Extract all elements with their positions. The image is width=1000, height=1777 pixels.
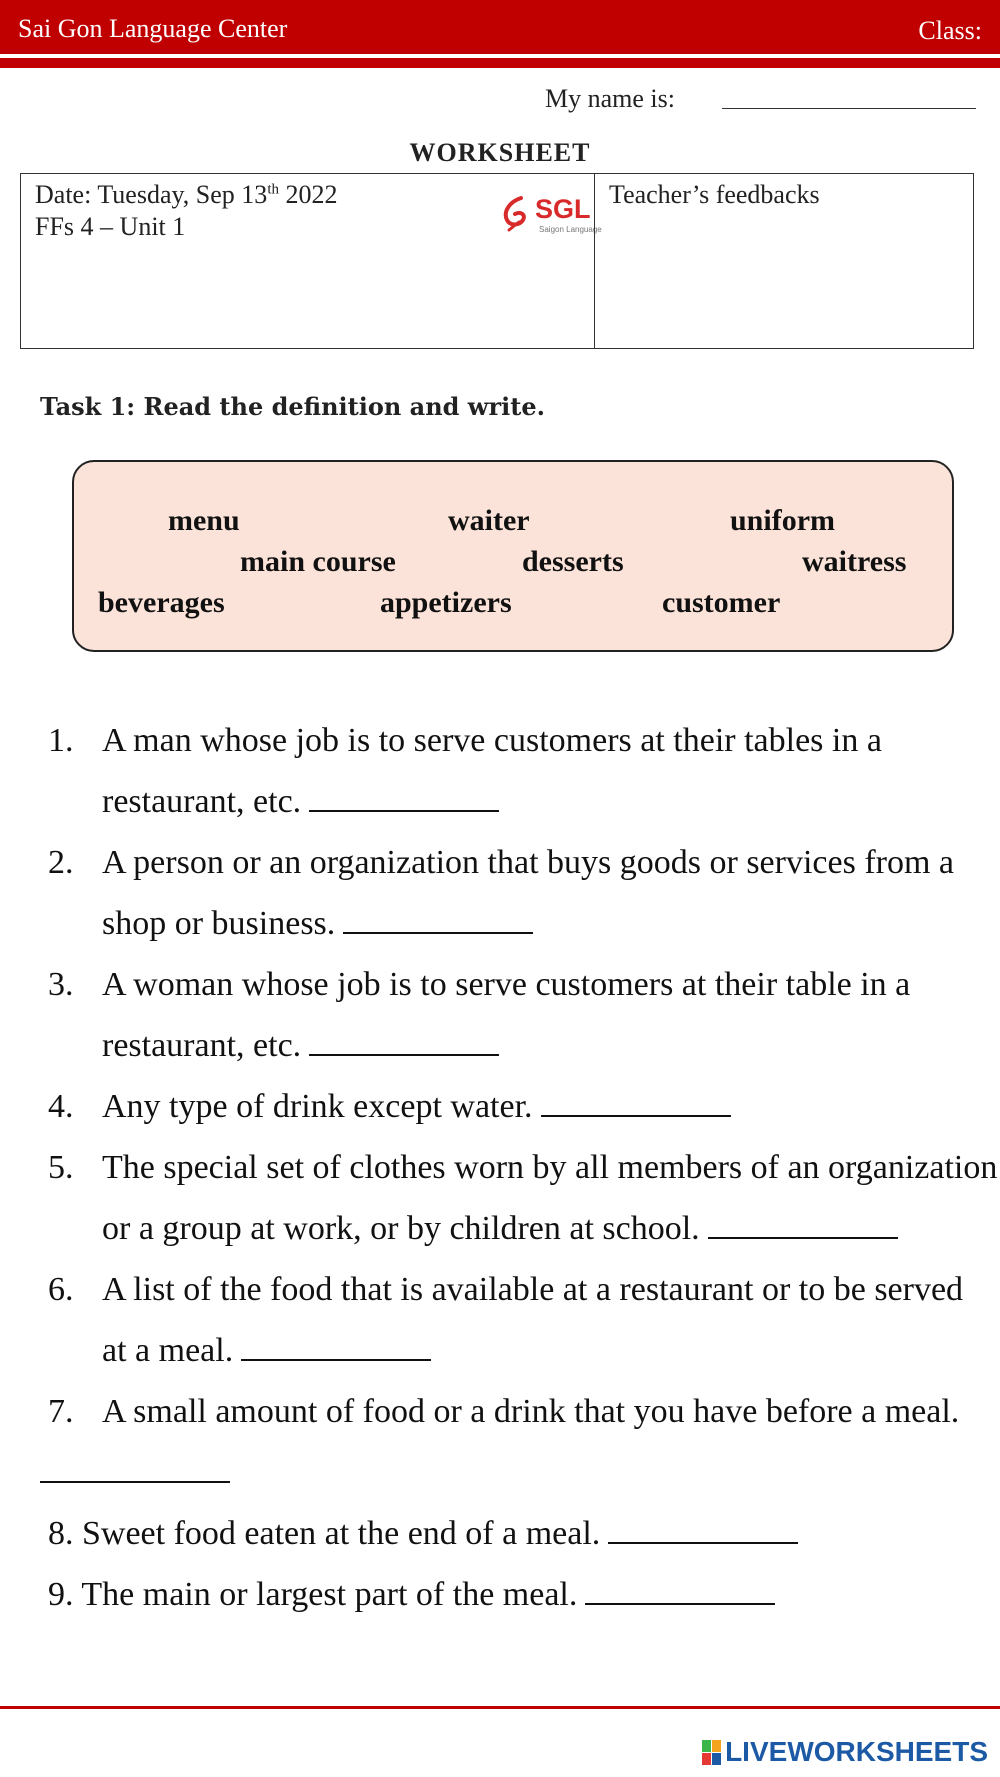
footer-divider xyxy=(0,1706,1000,1709)
item-1-text: A man whose job is to serve customers at their tables in a xyxy=(102,722,882,759)
name-label: My name is: xyxy=(545,84,675,113)
item-1-line2 xyxy=(102,783,499,821)
word-beverages: beverages xyxy=(98,586,225,619)
answer-blank-6[interactable] xyxy=(241,1335,431,1361)
item-6-number: 6. xyxy=(48,1271,74,1308)
answer-blank-5[interactable] xyxy=(708,1213,898,1239)
item-2-line2 xyxy=(102,905,533,943)
item-2-number: 2. xyxy=(48,844,74,881)
item-7-text: A small amount of food or a drink that you have before a meal. xyxy=(102,1393,960,1430)
item-1-number: 1. xyxy=(48,722,74,759)
logo-text: SGL xyxy=(535,194,591,224)
answer-blank-3[interactable] xyxy=(309,1030,499,1056)
item-3-line2 xyxy=(102,1027,499,1065)
item-9-text: The main or largest part of the meal. xyxy=(81,1576,578,1613)
teacher-feedback-label: Teacher’s feedbacks xyxy=(609,180,820,209)
item-4-line xyxy=(102,1088,731,1126)
word-bank xyxy=(72,460,954,652)
item-6-text: A list of the food that is available at a restaurant or to be served xyxy=(102,1271,964,1308)
item-1-text-cont: restaurant, etc. xyxy=(102,783,302,820)
item-6-line2 xyxy=(102,1332,431,1370)
answer-blank-8[interactable] xyxy=(608,1518,798,1544)
info-table xyxy=(20,173,974,349)
word-appetizers: appetizers xyxy=(380,586,512,619)
word-customer: customer xyxy=(662,586,781,619)
date-prefix: Date: Tuesday, Sep 13 xyxy=(35,180,268,209)
liveworksheets-icon xyxy=(702,1740,721,1765)
center-name: Sai Gon Language Center xyxy=(18,14,288,43)
sgl-logo xyxy=(499,194,602,238)
item-3-number: 3. xyxy=(48,966,74,1003)
header-bar xyxy=(0,0,1000,54)
name-blank[interactable] xyxy=(722,108,976,109)
header-divider xyxy=(0,58,1000,68)
table-divider xyxy=(594,174,595,348)
answer-blank-4[interactable] xyxy=(541,1091,731,1117)
item-5-text: The special set of clothes worn by all members of an organization xyxy=(102,1149,998,1186)
item-2-text: A person or an organization that buys goods or services from a xyxy=(102,844,955,881)
liveworksheets-text: LIVEWORKSHEETS xyxy=(725,1736,988,1767)
logo-subtext: Saigon Language xyxy=(539,225,602,234)
date-suffix: 2022 xyxy=(278,180,338,209)
date-line xyxy=(35,180,337,210)
item-4-text: Any type of drink except water. xyxy=(102,1088,533,1125)
item-6-text-cont: at a meal. xyxy=(102,1332,234,1369)
item-7-number: 7. xyxy=(48,1393,74,1430)
liveworksheets-logo[interactable] xyxy=(702,1736,988,1768)
answer-blank-7[interactable] xyxy=(40,1457,230,1483)
unit-label: FFs 4 – Unit 1 xyxy=(35,212,186,241)
item-8-text: Sweet food eaten at the end of a meal. xyxy=(82,1515,601,1552)
word-waiter: waiter xyxy=(448,504,530,537)
item-2-text-cont: shop or business. xyxy=(102,905,336,942)
word-uniform: uniform xyxy=(730,504,835,537)
item-4-number: 4. xyxy=(48,1088,74,1125)
word-desserts: desserts xyxy=(522,545,624,578)
item-7-line2 xyxy=(40,1454,230,1492)
item-3-text-cont: restaurant, etc. xyxy=(102,1027,302,1064)
word-menu: menu xyxy=(168,504,240,537)
item-9-line xyxy=(48,1576,775,1614)
item-5-number: 5. xyxy=(48,1149,74,1186)
word-main-course: main course xyxy=(240,545,396,578)
worksheet-title: WORKSHEET xyxy=(409,138,591,167)
item-5-line2 xyxy=(102,1210,898,1248)
item-8-line xyxy=(48,1515,798,1553)
answer-blank-2[interactable] xyxy=(343,908,533,934)
task-title: Task 1: Read the definition and write. xyxy=(40,392,545,421)
answer-blank-9[interactable] xyxy=(585,1579,775,1605)
sgl-swirl-icon xyxy=(499,194,535,234)
item-8-number: 8. xyxy=(48,1515,74,1552)
answer-blank-1[interactable] xyxy=(309,786,499,812)
date-sup: th xyxy=(267,181,279,198)
item-5-text-cont: or a group at work, or by children at school. xyxy=(102,1210,700,1247)
class-label: Class: xyxy=(918,16,982,45)
word-waitress: waitress xyxy=(802,545,907,578)
item-3-text: A woman whose job is to serve customers at their table in a xyxy=(102,966,911,1003)
item-9-number: 9. xyxy=(48,1576,74,1613)
